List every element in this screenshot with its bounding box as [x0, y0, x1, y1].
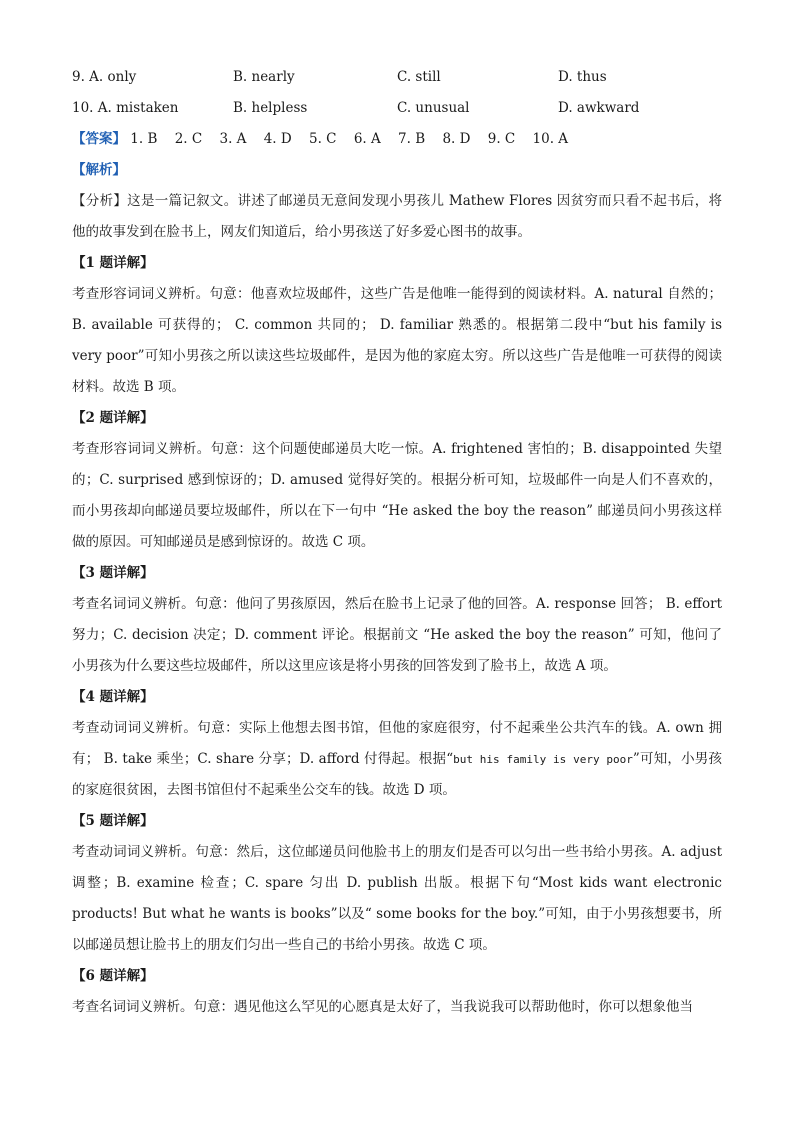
answer-item: 3. A — [219, 131, 247, 147]
answer-item: 8. D — [442, 131, 471, 147]
option-b: B. helpless — [233, 100, 308, 116]
option-b: B. nearly — [233, 69, 295, 85]
analysis-tag: 【解析】 — [72, 162, 126, 178]
options-row-10 — [72, 93, 722, 124]
answer-tag: 【答案】 — [72, 131, 126, 147]
answer-item: 7. B — [398, 131, 426, 147]
option-d: D. thus — [558, 69, 607, 85]
section-text-3: 考查名词词义辨析。句意：他问了男孩原因，然后在脸书上记录了他的回答。A. response 回答； B. effort 努力；C. decision 决定；D. comment 评论。根据前文 “He asked the boy the reason” 可知，他问了小男孩为什么要这些垃圾邮件，所以这里应该是将小男孩的回答发到了脸书上，故选 A 项。 — [72, 596, 722, 674]
quoted-phrase: but his family is very poor — [453, 753, 633, 766]
answer-item: 6. A — [353, 131, 381, 147]
section-text-6: 考查名词词义辨析。句意：遇见他这么罕见的心愿真是太好了，当我说我可以帮助他时，你可以想象他当 — [72, 999, 693, 1015]
answer-line — [72, 124, 722, 155]
answer-items — [130, 131, 581, 147]
answer-item: 10. A — [532, 131, 569, 147]
section-text-2: 考查形容词词义辨析。句意：这个问题使邮递员大吃一惊。A. frightened 害怕的；B. disappointed 失望的；C. surprised 感到惊讶的；D. amused 觉得好笑的。根据分析可知，垃圾邮件一向是人们不喜欢的，而小男孩却向邮递员要垃圾邮件，所以在下一句中 “He asked the boy the reason” 邮递员问小男孩这样做的原因。可知邮递员是感到惊讶的。故选 C 项。 — [72, 441, 722, 550]
option-c: C. unusual — [397, 100, 470, 116]
option-d: D. awkward — [558, 100, 640, 116]
section-text-4 — [72, 713, 722, 806]
section-heading-3: 【3 题详解】 — [72, 565, 154, 581]
answer-item: 1. B — [130, 131, 158, 147]
option-c: C. still — [397, 69, 441, 85]
section-text-4-b: ”可知，小男孩的家庭很贫困，去图书馆但付不起乘坐公交车的钱。故选 D 项。 — [72, 751, 723, 798]
answer-item: 4. D — [263, 131, 292, 147]
section-heading-4: 【4 题详解】 — [72, 689, 154, 705]
answer-item: 9. C — [487, 131, 516, 147]
options-row-9 — [72, 62, 722, 93]
option-a: 9. A. only — [72, 69, 137, 85]
section-heading-1: 【1 题详解】 — [72, 255, 154, 271]
summary-paragraph: 【分析】这是一篇记叙文。讲述了邮递员无意间发现小男孩儿 Mathew Flores 因贫穷而只看不起书后，将他的故事发到在脸书上，网友们知道后，给小男孩送了好多爱心图书的故事。 — [72, 193, 722, 240]
option-a: 10. A. mistaken — [72, 100, 179, 116]
section-heading-2: 【2 题详解】 — [72, 410, 154, 426]
document-page — [72, 62, 722, 1023]
answer-item: 5. C — [309, 131, 337, 147]
section-text-5: 考查动词词义辨析。句意：然后，这位邮递员问他脸书上的朋友们是否可以匀出一些书给小男孩。A. adjust 调整；B. examine 检查；C. spare 匀出 D. publish 出版。根据下句“Most kids want electronic products! But what he wants is books”以及“ some books for the boy.”可知，由于小男孩想要书，所以邮递员想让脸书上的朋友们匀出一些自己的书给小男孩。故选 C 项。 — [72, 844, 722, 953]
answer-item: 2. C — [174, 131, 203, 147]
section-heading-6: 【6 题详解】 — [72, 968, 154, 984]
section-heading-5: 【5 题详解】 — [72, 813, 154, 829]
section-text-1: 考查形容词词义辨析。句意：他喜欢垃圾邮件，这些广告是他唯一能得到的阅读材料。A. natural 自然的；B. available 可获得的； C. common 共同的； D. familiar 熟悉的。根据第二段中“but his family is very poor”可知小男孩之所以读这些垃圾邮件，是因为他的家庭太穷。所以这些广告是他唯一可获得的阅读材料。故选 B 项。 — [72, 286, 722, 395]
section-text-4-a: 考查动词词义辨析。句意：实际上他想去图书馆，但他的家庭很穷，付不起乘坐公共汽车的钱。A. own 拥有； B. take 乘坐；C. share 分享；D. afford 付得起。根据“ — [72, 720, 722, 767]
